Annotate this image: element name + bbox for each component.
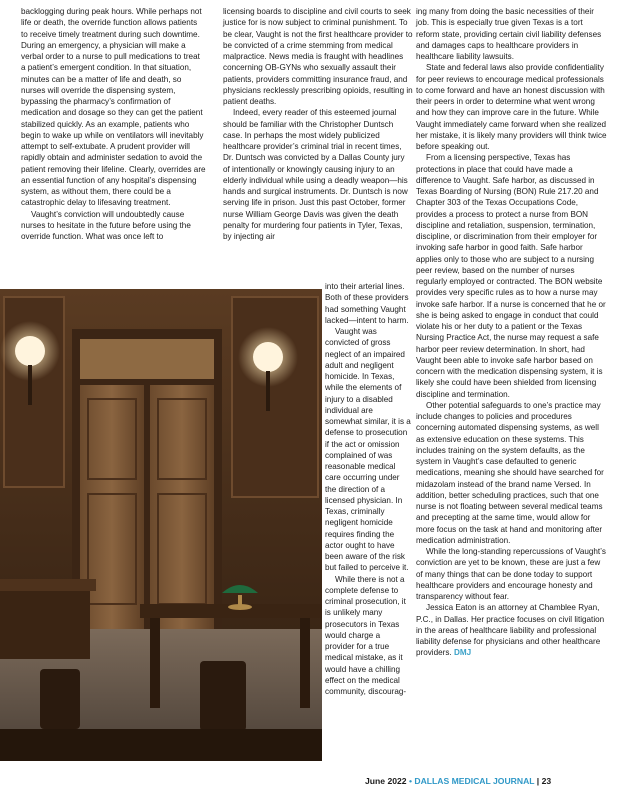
publication-name: DALLAS MEDICAL JOURNAL bbox=[414, 776, 535, 786]
end-mark: DMJ bbox=[453, 648, 472, 658]
paragraph: While there is not a complete defense to criminal prosecution, it is unlikely many prosecutors in Texas would charge a provider for a true medical mistake, as it would have a chilling effect on the medical community, discourag- bbox=[325, 574, 407, 696]
page-footer bbox=[365, 776, 551, 786]
issue-date: June 2022 bbox=[365, 776, 407, 786]
paragraph: Other potential safeguards to one’s practice may include changes to policies and procedures concerning automated dispensing systems, as well as extensive education on these systems. This includes training on the system defaults, as the system in Vaught’s case defaulted to generic medications, meaning she should have searched for midazolam instead of the brand name Versed. In addition, better scheduling practices, such that one nurse is not floating between several medical teams and precepting at the same time, would allow for more focus on the task at hand and monitoring after medication administration. bbox=[416, 400, 604, 545]
paragraph: State and federal laws also provide confidentiality for peer reviews to encourage medical professionals to come forward and have an honest discussion with their peers in order to determine what went wrong and how they can improve care in the future. While Vaught immediately came forward when she realized her mistake, it is likely many providers will think twice before speaking out. bbox=[416, 63, 607, 151]
author-bio bbox=[416, 602, 607, 658]
page-number: 23 bbox=[541, 776, 552, 786]
author-bio-text: Jessica Eaton is an attorney at Chamblee Ryan, P.C., in Dallas. Her practice focuses on civil litigation in the areas of healthcare liability and professional liability defense for physicians and other healthcare providers. bbox=[416, 603, 605, 658]
courtroom-photo bbox=[0, 289, 322, 761]
paragraph: Vaught was convicted of gross neglect of an impaired adult and negligent homicide. In Texas, while the elements of injury to a disabled individual are somewhat similar, it is a defense to prosecution if the act or omission complained of was reasonable medical care occurring under the direction of a licensed physician. In Texas, criminally negligent homicide requires finding the actor ought to have been aware of the risk but failed to perceive it. bbox=[325, 327, 411, 573]
paragraph: While the long-standing repercussions of Vaught’s conviction are yet to be known, these are just a few of many things that can be done today to support healthcare providers and encourage honesty and transparency without fear. bbox=[416, 547, 606, 601]
footer-separator: • bbox=[408, 776, 412, 786]
article-column-2 bbox=[223, 6, 413, 242]
paragraph: backlogging during peak hours. While perhaps not life or death, the override function allows patients to receive timely treatment during such downtime. During an emergency, a physician will make a verbal order to a nurse to pull medications to treat a patient’s emergent condition. In that situation, minutes can be a matter of life and death, so nurses will override the dispensing system, bypassing the pharmacy’s confirmation of medication and dosage so they can get the patient stabilized quickly. As an example, patients who begin to wake up while on ventilators will inevitably attempt to self-extubate. A prudent provider will rapidly obtain and administer sedation to avoid the patient removing their lifeline. Clearly, overrides are an essential function of any hospital’s dispensing system, as without them, there could be a catastrophic delay to lifesaving treatment. bbox=[21, 7, 206, 208]
article-column-2-continued bbox=[325, 281, 411, 697]
paragraph: ing many from doing the basic necessities of their job. This is especially true given Texas is a tort reform state, providing certain civil liability defenses and damages caps to healthcare providers in healthcare liability lawsuits. bbox=[416, 7, 602, 61]
article-column-3 bbox=[416, 6, 607, 659]
footer-divider: | bbox=[536, 776, 540, 786]
paragraph: Indeed, every reader of this esteemed journal should be familiar with the Christopher Duntsch case. In perhaps the most widely publicized healthcare provider’s criminal trial in recent times, Dr. Duntsch was convicted by a Dallas County jury of intentionally or knowingly causing injury to an elderly individual while using a deadly weapon—his hands and surgical instruments. Dr. Duntsch is now serving life in prison. Just this past October, former nurse William George Davis was given the death penalty for murdering four patients in Tyler, Texas, by injecting air bbox=[223, 108, 408, 241]
paragraph: into their arterial lines. Both of these providers had something Vaught lacked—intent to harm. bbox=[325, 282, 409, 325]
paragraph: licensing boards to discipline and civil courts to seek justice for is now subject to criminal punishment. To be clear, Vaught is not the first healthcare provider to be convicted of a crime stemming from medical malpractice. News media is fraught with headlines concerning OB-GYNs who sexually assault their patients, providers committing insurance fraud, and physicians recklessly prescribing opioids, resulting in patient deaths. bbox=[223, 7, 413, 106]
article-column-1 bbox=[21, 6, 206, 242]
paragraph: From a licensing perspective, Texas has protections in place that could have made a difference to Vaught. Safe harbor, as discussed in Texas Boarding of Nursing (BON) Rule 217.20 and Chapter 303 of the Texas Occupations Code, provides a process to protect a nurse from BON discipline and retaliation, suspension, termination, discipline, or discrimination from their employer for invoking safe harbor in good faith. Safe harbor applies only to those who are subject to a nursing peer review, based on the number of nurses regularly employed or contracted. The BON website provides very specific rules as to how a nurse may invoke safe harbor. If a nurse is concerned that he or she is being asked to engage in conduct that could violate his or her duty to a patient or the Texas Nursing Practice Act, the nurse may request a safe harbor peer review determination. In short, had Vaught been able to invoke safe harbor based on concern with the medication dispensing system, it is likely she could have been shielded from licensing discipline and termination. bbox=[416, 153, 606, 399]
paragraph: Vaught’s conviction will undoubtedly cause nurses to hesitate in the future before using the override function. What was once left to bbox=[21, 209, 191, 241]
